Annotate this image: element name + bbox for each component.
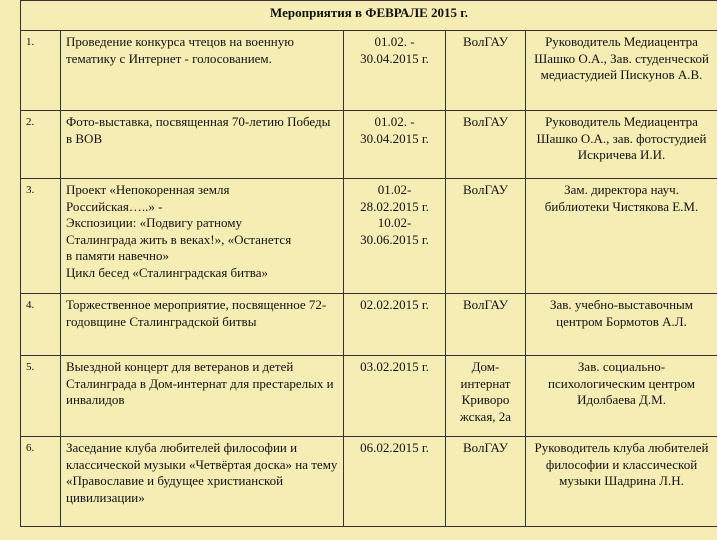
event-date: 02.02.2015 г. (344, 294, 446, 356)
event-place: ВолГАУ (446, 179, 526, 294)
table-row (21, 437, 717, 527)
event-place: Дом- интернат Криворо жская, 2а (446, 356, 526, 437)
table-row (21, 111, 717, 179)
table-title-row (21, 1, 717, 31)
table-title: Мероприятия в ФЕВРАЛЕ 2015 г. (21, 1, 717, 31)
table-row (21, 356, 717, 437)
event-place: ВолГАУ (446, 294, 526, 356)
event-date: 01.02. - 30.04.2015 г. (344, 31, 446, 111)
table-row (21, 294, 717, 356)
events-table (20, 0, 717, 527)
event-date: 01.02. - 30.04.2015 г. (344, 111, 446, 179)
row-number: 3. (21, 179, 61, 294)
event-date: 03.02.2015 г. (344, 356, 446, 437)
event-responsible: Руководитель Медиацентра Шашко О.А., Зав. студенческой медиастудией Пискунов А.В. (526, 31, 717, 111)
event-responsible: Руководитель клуба любителей философии и классической музыки Шадрина Л.Н. (526, 437, 717, 527)
event-date: 06.02.2015 г. (344, 437, 446, 527)
row-number: 4. (21, 294, 61, 356)
event-description: Заседание клуба любителей философии и классической музыки «Четвёртая доска» на тему «Православие и будущее христианской цивилизации» (61, 437, 344, 527)
table-row (21, 31, 717, 111)
event-description: Фото-выставка, посвященная 70-летию Победы в ВОВ (61, 111, 344, 179)
event-place: ВолГАУ (446, 31, 526, 111)
event-description: Проект «Непокоренная земля Российская…..» - Экспозиции: «Подвигу ратному Сталинграда жить в веках!», «Останется в памяти навечно» Цикл бесед «Сталинградская битва» (61, 179, 344, 294)
row-number: 2. (21, 111, 61, 179)
event-description: Проведение конкурса чтецов на военную тематику с Интернет - голосованием. (61, 31, 344, 111)
event-responsible: Зав. социально-психологическим центром Идолбаева Д.М. (526, 356, 717, 437)
event-description: Торжественное мероприятие, посвященное 72-годовщине Сталинградской битвы (61, 294, 344, 356)
event-responsible: Руководитель Медиацентра Шашко О.А., зав. фотостудией Искричева И.И. (526, 111, 717, 179)
row-number: 5. (21, 356, 61, 437)
row-number: 1. (21, 31, 61, 111)
table-row (21, 179, 717, 294)
row-number: 6. (21, 437, 61, 527)
event-responsible: Зам. директора науч. библиотеки Чистякова Е.М. (526, 179, 717, 294)
event-place: ВолГАУ (446, 111, 526, 179)
event-place: ВолГАУ (446, 437, 526, 527)
event-responsible: Зав. учебно-выставочным центром Бормотов А.Л. (526, 294, 717, 356)
event-date: 01.02- 28.02.2015 г. 10.02- 30.06.2015 г. (344, 179, 446, 294)
event-description: Выездной концерт для ветеранов и детей Сталинграда в Дом-интернат для престарелых и инвалидов (61, 356, 344, 437)
